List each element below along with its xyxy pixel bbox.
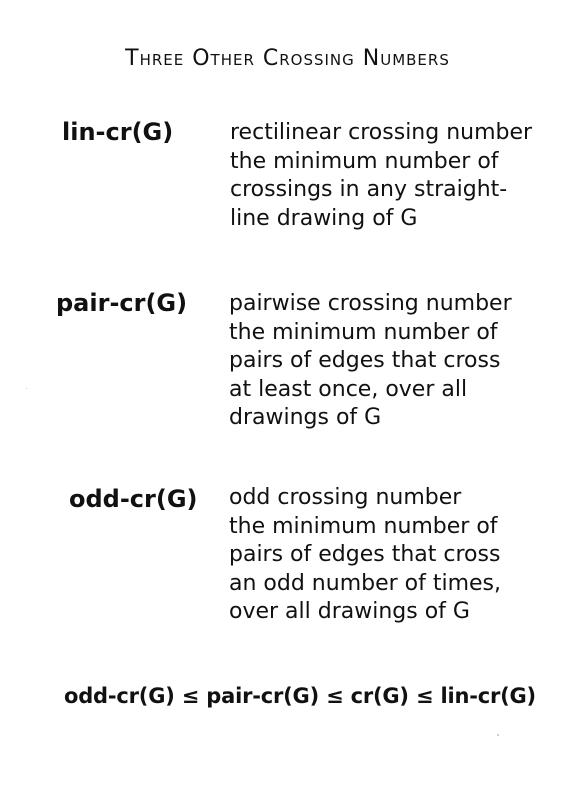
description-line: the minimum number of bbox=[230, 148, 499, 174]
term-pair-cr: pair-cr(G) bbox=[56, 289, 188, 317]
description-line: pairwise crossing number bbox=[229, 291, 512, 316]
description-line: the minimum number of bbox=[229, 319, 498, 345]
term-lin-cr: lin-cr(G) bbox=[62, 118, 174, 146]
paper-speck bbox=[497, 734, 499, 736]
description-line: an odd number of times, bbox=[229, 570, 502, 596]
description-line: crossings in any straight- bbox=[230, 177, 508, 202]
term-odd-cr: odd-cr(G) bbox=[69, 485, 198, 513]
description-pair-cr bbox=[229, 290, 512, 433]
description-line: odd crossing number bbox=[229, 485, 462, 510]
description-line: over all drawings of G bbox=[229, 599, 470, 624]
description-line: the minimum number of bbox=[229, 513, 498, 539]
page-title: Three Other Crossing Numbers bbox=[125, 46, 450, 71]
description-odd-cr bbox=[229, 484, 501, 627]
description-line: rectilinear crossing number bbox=[230, 120, 533, 145]
crossing-number-inequality: odd-cr(G) ≤ pair-cr(G) ≤ cr(G) ≤ lin-cr(G) bbox=[64, 684, 536, 708]
description-lin-cr bbox=[230, 119, 532, 233]
description-line: pairs of edges that cross bbox=[229, 348, 501, 373]
description-line: drawings of G bbox=[229, 405, 382, 430]
description-line: line drawing of G bbox=[230, 205, 418, 231]
paper-speck bbox=[26, 388, 27, 389]
description-line: at least once, over all bbox=[229, 376, 468, 402]
description-line: pairs of edges that cross bbox=[229, 542, 501, 567]
